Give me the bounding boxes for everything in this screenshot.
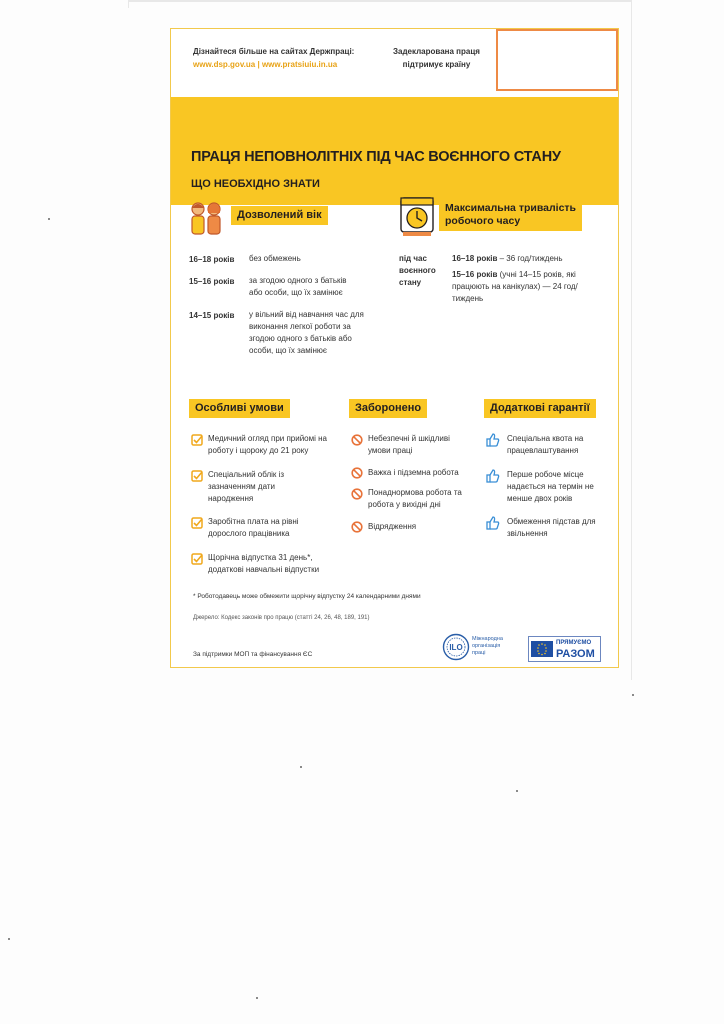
thumbs-up-icon bbox=[486, 469, 500, 483]
header-info bbox=[193, 45, 354, 71]
ilo-name-line3: праці bbox=[472, 650, 486, 656]
checkmark-icon bbox=[191, 517, 203, 529]
forbidden-item: Небезпечні й шкідливі умови праці bbox=[368, 434, 450, 455]
scan-speck bbox=[516, 790, 518, 792]
forbidden-item: Важка і підземна робота bbox=[368, 468, 459, 477]
checkmark-icon bbox=[191, 434, 203, 446]
thumbs-up-icon bbox=[486, 433, 500, 447]
scan-speck bbox=[48, 218, 50, 220]
special-condition-item: Медичний огляд при прийомі на роботу і щороку до 21 року bbox=[208, 434, 327, 455]
forbidden-item: Відрядження bbox=[368, 522, 417, 531]
guarantees-heading: Додаткові гарантії bbox=[484, 399, 596, 418]
stamp-frame bbox=[496, 29, 618, 91]
special-condition-item: Спеціальний облік із зазначенням дати народження bbox=[208, 470, 285, 503]
age-text-16-18: без обмежень bbox=[249, 254, 301, 263]
eu-logo-box bbox=[528, 636, 601, 662]
prohibited-icon bbox=[351, 521, 363, 533]
site-link-dsp[interactable]: www.dsp.gov.ua bbox=[193, 60, 256, 69]
guarantee-item: Перше робоче місце надається на термін не менше двох років bbox=[507, 470, 594, 503]
vacation-footnote: * Роботодавець може обмежити щорічну відпустку 24 календарними днями bbox=[193, 593, 421, 600]
page-subtitle: ЩО НЕОБХІДНО ЗНАТИ bbox=[191, 178, 320, 190]
duration-text-15-16: (учні 14–15 років, які працюють на канікулах) — 24 год/тиждень bbox=[452, 270, 578, 303]
page-edge-left bbox=[128, 0, 129, 8]
link-separator: | bbox=[257, 60, 260, 69]
age-text-14-15: у вільний від навчання час для виконання легкої роботи за згодою одного з батьків або особи, що їх замінює bbox=[249, 310, 364, 355]
page-edge-right bbox=[631, 0, 632, 680]
checkmark-icon bbox=[191, 553, 203, 565]
age-label-16-18: 16–18 років bbox=[189, 255, 235, 264]
martial-law-period: під час воєнного стану bbox=[399, 254, 436, 287]
forbidden-heading: Заборонено bbox=[349, 399, 427, 418]
scan-speck bbox=[632, 694, 634, 696]
guarantee-item: Обмеження підстав для звільнення bbox=[507, 517, 596, 538]
ilo-name-line2: організація bbox=[472, 643, 501, 649]
age-label-14-15: 14–15 років bbox=[189, 311, 235, 320]
ilo-name bbox=[472, 636, 503, 657]
poster bbox=[170, 28, 619, 668]
max-duration-heading-line2: робочого часу bbox=[445, 215, 521, 227]
duration-age-15-16: 15–16 років bbox=[452, 270, 498, 279]
learn-more-text: Дізнайтеся більше на сайтах Держпраці: bbox=[193, 47, 355, 56]
declared-work-slogan bbox=[393, 45, 480, 71]
eu-flag-icon bbox=[531, 641, 553, 657]
eu-slogan-line2: РАЗОМ bbox=[556, 648, 595, 660]
scan-speck bbox=[256, 997, 258, 999]
eu-slogan-line1: ПРЯМУЄМО bbox=[556, 640, 592, 646]
support-note: За підтримки МОП та фінансування ЄС bbox=[193, 651, 313, 658]
scan-speck bbox=[300, 766, 302, 768]
special-conditions-heading: Особливі умови bbox=[189, 399, 290, 418]
max-duration-heading bbox=[439, 199, 582, 231]
prohibited-icon bbox=[351, 434, 363, 446]
clock-calendar-icon bbox=[399, 194, 435, 238]
scan-speck bbox=[8, 938, 10, 940]
allowed-age-heading: Дозволений вік bbox=[231, 206, 328, 225]
slogan-line-2: підтримує країну bbox=[402, 60, 471, 69]
svg-text:ILO: ILO bbox=[449, 643, 463, 652]
slogan-line-1: Задекларована праця bbox=[393, 47, 480, 56]
max-duration-heading-line1: Максимальна тривалість bbox=[445, 202, 577, 214]
special-condition-item: Щорічна відпустка 31 день*, додаткові навчальні відпустки bbox=[208, 553, 320, 574]
prohibited-icon bbox=[351, 488, 363, 500]
title-banner bbox=[171, 97, 619, 205]
forbidden-item: Понаднормова робота та робота у вихідні дні bbox=[368, 488, 462, 509]
age-text-15-16: за згодою одного з батьків або особи, що їх замінює bbox=[249, 276, 347, 297]
thumbs-up-icon bbox=[486, 516, 500, 530]
ilo-logo-icon bbox=[442, 633, 470, 661]
source-note: Джерело: Кодекс законів про працю (статті 24, 26, 48, 189, 191) bbox=[193, 615, 370, 621]
site-link-pratsiuiu[interactable]: www.pratsiuiu.in.ua bbox=[261, 60, 338, 69]
guarantee-item: Спеціальна квота на працевлаштування bbox=[507, 434, 584, 455]
page-edge-top bbox=[128, 0, 632, 2]
teens-icon bbox=[189, 199, 223, 241]
page-title: ПРАЦЯ НЕПОВНОЛІТНІХ ПІД ЧАС ВОЄННОГО СТАНУ bbox=[191, 149, 561, 165]
duration-item-15-16 bbox=[452, 269, 582, 305]
checkmark-icon bbox=[191, 470, 203, 482]
duration-text-16-18: – 36 год/тиждень bbox=[497, 254, 563, 263]
age-label-15-16: 15–16 років bbox=[189, 277, 235, 286]
prohibited-icon bbox=[351, 467, 363, 479]
special-condition-item: Заробітна плата на рівні дорослого працівника bbox=[208, 517, 299, 538]
ilo-name-line1: Міжнародна bbox=[472, 636, 503, 642]
duration-age-16-18: 16–18 років bbox=[452, 254, 498, 263]
duration-item-16-18 bbox=[452, 253, 592, 265]
